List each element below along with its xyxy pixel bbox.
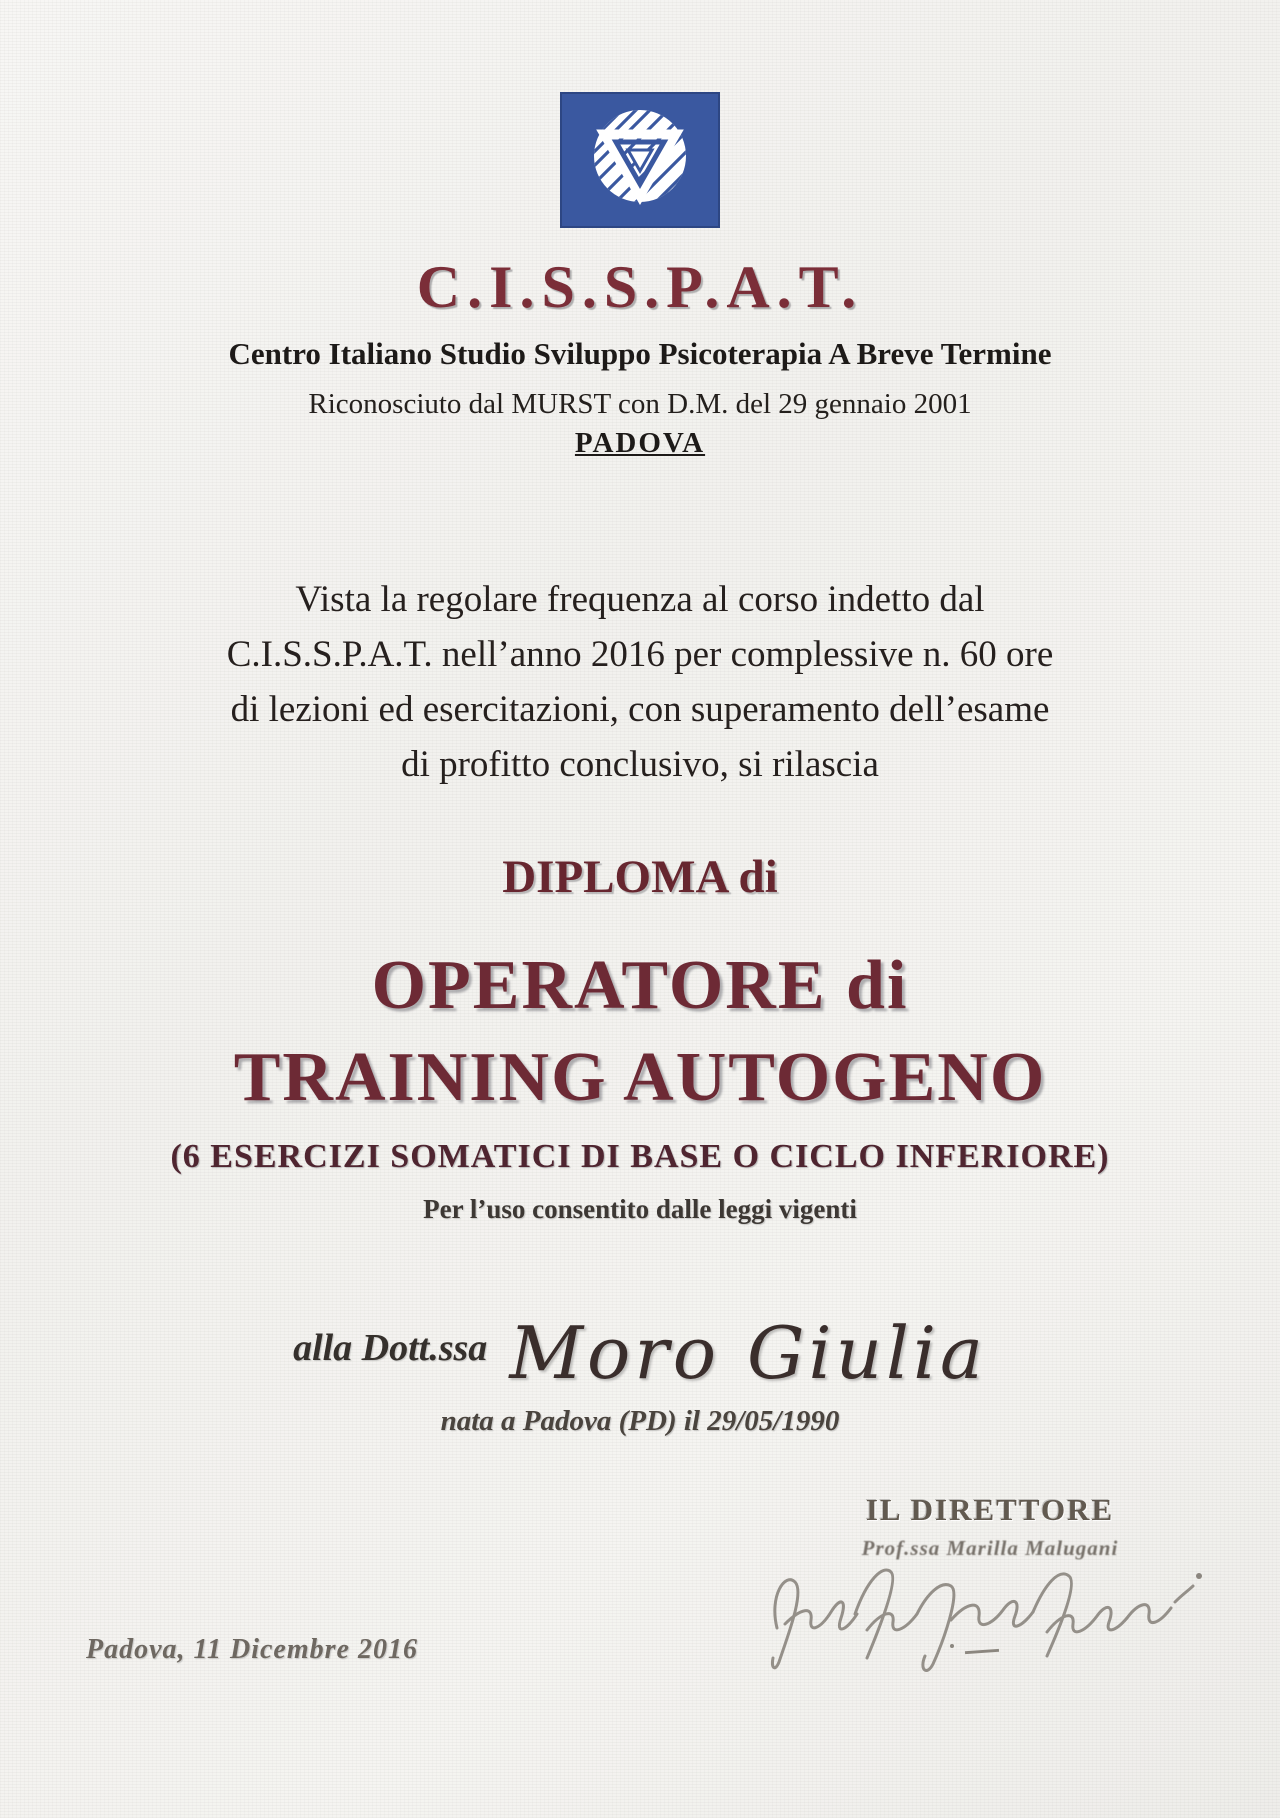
org-full-name: Centro Italiano Studio Sviluppo Psicoterapia A Breve Termine xyxy=(228,336,1052,371)
preamble-line-3: di lezioni ed esercitazioni, con superamento dell’esame xyxy=(230,689,1050,730)
logo-container xyxy=(0,0,1280,233)
signature-block xyxy=(760,1492,1220,1561)
diploma-title-line-1: OPERATORE di xyxy=(371,947,909,1024)
place-date: Padova, 11 Dicembre 2016 xyxy=(86,1634,418,1665)
recipient-line xyxy=(0,1311,1280,1395)
recipient-prefix: alla Dott.ssa xyxy=(293,1327,488,1369)
recognition-line: Riconosciuto dal MURST con D.M. del 29 gennaio 2001 xyxy=(308,388,972,420)
cisspat-logo-icon xyxy=(560,92,720,228)
org-acronym-title: C.I.S.S.P.A.T. xyxy=(416,254,864,320)
handwritten-signature xyxy=(755,1550,1225,1680)
preamble-paragraph xyxy=(0,572,1280,792)
diploma-label: DIPLOMA di xyxy=(502,851,778,903)
signature-ink-dot xyxy=(950,1644,954,1648)
preamble-line-1: Vista la regolare frequenza al corso indetto dal xyxy=(295,579,985,620)
usage-note: Per l’uso consentito dalle leggi vigenti xyxy=(423,1194,857,1224)
director-printed-name: Prof.ssa Marilla Malugani xyxy=(861,1536,1119,1560)
recipient-birth-info: nata a Padova (PD) il 29/05/1990 xyxy=(440,1405,840,1437)
diploma-subtitle: (6 ESERCIZI SOMATICI DI BASE O CICLO INFERIORE) xyxy=(170,1138,1110,1175)
city-label: PADOVA xyxy=(574,427,706,459)
preamble-line-2: C.I.S.S.P.A.T. nell’anno 2016 per complessive n. 60 ore xyxy=(226,634,1054,675)
director-role-label: IL DIRETTORE xyxy=(865,1492,1115,1527)
recipient-name: Moro Giulia xyxy=(509,1311,987,1395)
preamble-line-4: di profitto conclusivo, si rilascia xyxy=(401,744,879,785)
diploma-title-line-2: TRAINING AUTOGENO xyxy=(233,1039,1047,1116)
